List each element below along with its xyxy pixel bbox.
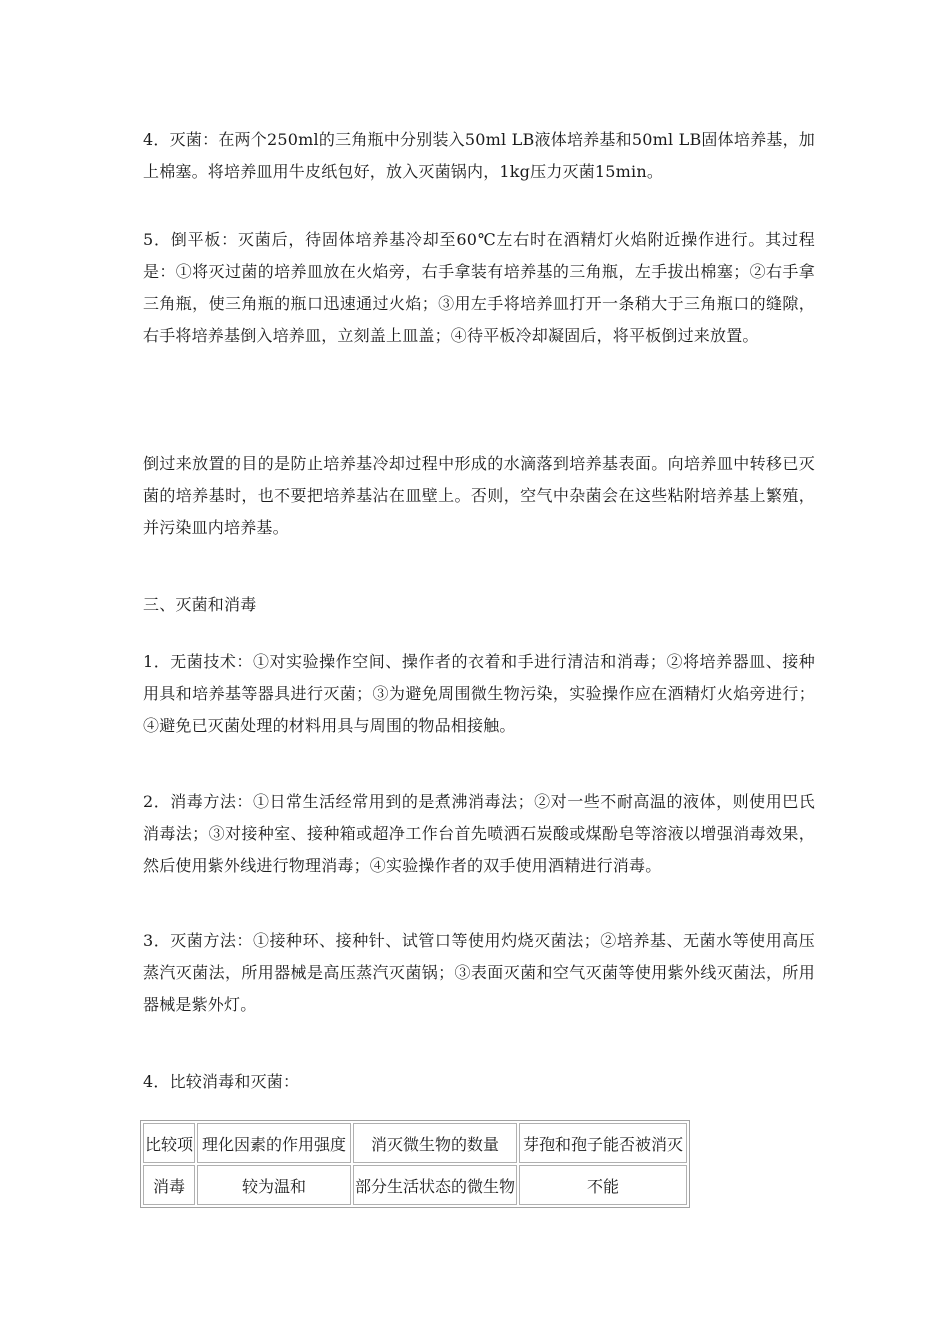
- paragraph-pouring-plates-step-5: 5．倒平板：灭菌后，待固体培养基冷却至60℃左右时在酒精灯火焰附近操作进行。其过程是：①将灭过菌的培养皿放在火焰旁，右手拿装有培养基的三角瓶，左手拔出棉塞；②右手拿三角瓶，使三角瓶的瓶口迅速通过火焰；③用左手将培养皿打开一条稍大于三角瓶口的缝隙，右手将培养基倒入培养皿，立刻盖上皿盖；④待平板冷却凝固后，将平板倒过来放置。: [143, 230, 815, 345]
- paragraph-sterilization-methods: 3．灭菌方法：①接种环、接种针、试管口等使用灼烧灭菌法；②培养基、无菌水等使用高压蒸汽灭菌法，所用器械是高压蒸汽灭菌锅；③表面灭菌和空气灭菌等使用紫外线灭菌法，所用器械是紫外灯。: [143, 931, 815, 1014]
- table-header-cell: 比较项: [143, 1123, 195, 1163]
- paragraph-inverted-plate-purpose: 倒过来放置的目的是防止培养基冷却过程中形成的水滴落到培养基表面。向培养皿中转移已灭菌的培养基时，也不要把培养基沾在皿壁上。否则，空气中杂菌会在这些粘附培养基上繁殖，并污染皿内培养基。: [143, 454, 815, 537]
- paragraph-disinfection-methods: 2．消毒方法：①日常生活经常用到的是煮沸消毒法；②对一些不耐高温的液体，则使用巴氏消毒法；③对接种室、接种箱或超净工作台首先喷洒石炭酸或煤酚皂等溶液以增强消毒效果，然后使用紫外线进行物理消毒；④实验操作者的双手使用酒精进行消毒。: [143, 792, 815, 875]
- table-cell: 消毒: [143, 1165, 195, 1205]
- section-heading-sterilization-disinfection: 三、灭菌和消毒: [143, 595, 257, 614]
- table-row: [143, 1165, 687, 1205]
- table-header-cell: 消灭微生物的数量: [353, 1123, 517, 1163]
- comparison-table: [140, 1120, 690, 1208]
- table-cell: 不能: [519, 1165, 687, 1205]
- paragraph-aseptic-technique: 1．无菌技术：①对实验操作空间、操作者的衣着和手进行清洁和消毒；②将培养器皿、接种用具和培养基等器具进行灭菌；③为避免周围微生物污染，实验操作应在酒精灯火焰旁进行；④避免已灭菌处理的材料用具与周围的物品相接触。: [143, 652, 815, 735]
- table-cell: 较为温和: [197, 1165, 351, 1205]
- table-header-row: [143, 1123, 687, 1163]
- paragraph-sterilization-step-4: 4．灭菌：在两个250ml的三角瓶中分别装入50ml LB液体培养基和50ml LB固体培养基，加上棉塞。将培养皿用牛皮纸包好，放入灭菌锅内，1kg压力灭菌15min。: [143, 130, 815, 181]
- table-header-cell: 芽孢和孢子能否被消灭: [519, 1123, 687, 1163]
- paragraph-comparison-intro: 4．比较消毒和灭菌：: [143, 1072, 300, 1091]
- table-cell: 部分生活状态的微生物: [353, 1165, 517, 1205]
- table-header-cell: 理化因素的作用强度: [197, 1123, 351, 1163]
